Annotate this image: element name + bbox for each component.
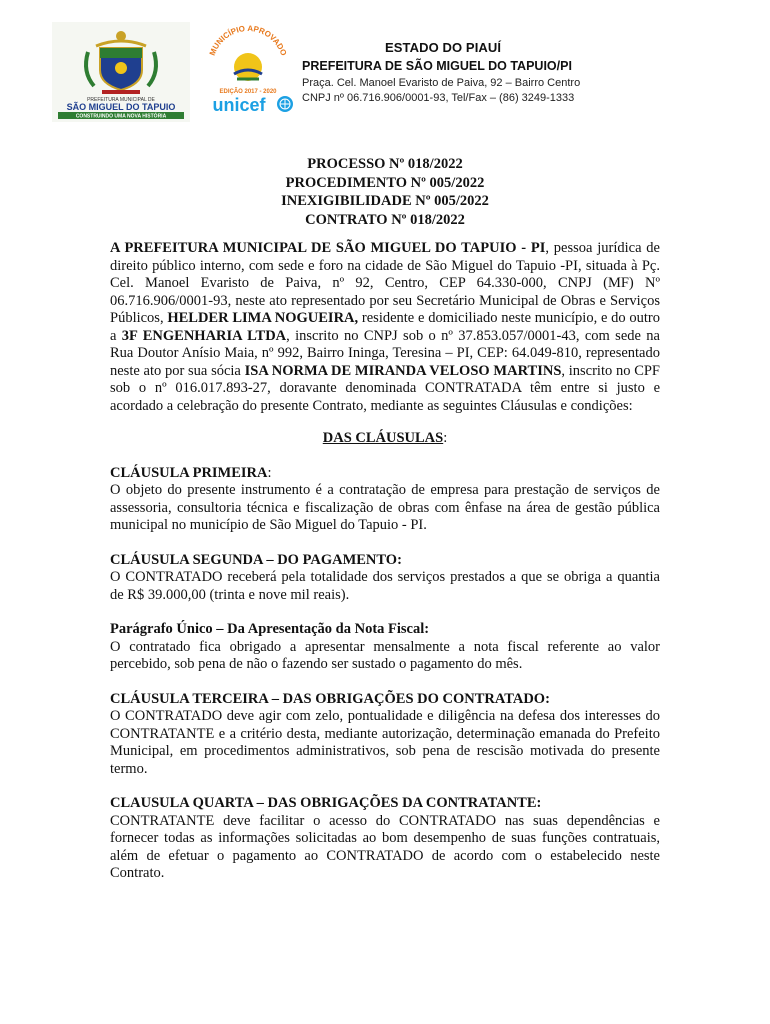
prefeitura-cnpj: CNPJ nº 06.716.906/0001-93, Tel/Fax – (86) 3249-1333 [302,92,575,104]
secretario-name: HELDER LIMA NOGUEIRA, [167,310,359,326]
unicef-globe-icon [277,96,293,112]
clause-4-title: CLAUSULA QUARTA – DAS OBRIGAÇÕES DA CONTRATANTE: [110,795,542,811]
procedimento-number: PROCEDIMENTO Nº 005/2022 [285,174,485,191]
inexigibilidade-number: INEXIGIBILIDADE Nº 005/2022 [281,193,489,209]
clause-1-title: CLÁUSULA PRIMEIRA: [110,464,272,481]
svg-text:PREFEITURA MUNICIPAL DE: PREFEITURA MUNICIPAL DE [87,97,155,103]
clause-2-text: O CONTRATADO receberá pela totalidade dos serviços prestados a que se obriga a quantia de R$ 39.000,00 (trinta e nove mil reais). [110,569,660,603]
paragrafo-unico-title: Parágrafo Único – Da Apresentação da Nota Fiscal: [110,621,430,637]
document-titles [0,155,770,229]
clause-4-text: CONTRATANTE deve facilitar o acesso do CONTRATADO nas suas dependências e fornecer todas as informações solicitadas ao bom desempenho de suas funções contratuais, além de efetuar o pagamento ao CONTRATADO de acordo com o estabelecido neste Contrato. [110,812,660,881]
contrato-number: CONTRATO Nº 018/2022 [305,211,465,228]
processo-number: PROCESSO Nº 018/2022 [307,156,463,172]
svg-text:unicef: unicef [212,95,266,115]
unicef-seal-logo [199,22,297,117]
clause-3-text: O CONTRATADO deve agir com zelo, pontualidade e diligência na defesa dos interesses do CONTRATANTE e a critério desta, mediante autorização, determinação emanada do Prefeito Municipal, em procedimentos administrativos, sob pena de rescisão motivada do presente termo. [110,708,660,777]
contract-body [110,240,660,883]
svg-text:CONSTRUINDO UMA NOVA HISTÓRIA: CONSTRUINDO UMA NOVA HISTÓRIA [75,113,167,120]
clause-3-title: CLÁUSULA TERCEIRA – DAS OBRIGAÇÕES DO CONTRATADO: [110,690,550,707]
state-name: ESTADO DO PIAUÍ [385,40,502,55]
paragrafo-unico-text: O contratado fica obrigado a apresentar mensalmente a nota fiscal referente ao valor percebido, sob pena de não o fazendo ser sustado o pagamento do mês. [110,638,660,672]
svg-text:EDIÇÃO 2017 - 2020: EDIÇÃO 2017 - 2020 [219,89,277,95]
svg-text:MUNICÍPIO APROVADO: MUNICÍPIO APROVADO [207,23,289,57]
svg-text:SÃO MIGUEL DO TAPUIO: SÃO MIGUEL DO TAPUIO [66,102,176,112]
letterhead [302,40,732,107]
clause-2-title: CLÁUSULA SEGUNDA – DO PAGAMENTO: [110,551,402,568]
contratada-name: 3F ENGENHARIA LTDA [121,327,287,344]
socia-name: ISA NORMA DE MIRANDA VELOSO MARTINS [244,362,562,379]
intro-paragraph: A PREFEITURA MUNICIPAL DE SÃO MIGUEL DO TAPUIO - PI, pessoa jurídica de direito público interno, com sede e foro na cidade de São Miguel do Tapuio -PI, situada à Pç. Cel. Manoel Evaristo de Paiva, nº 92, Centro, CEP 64.330-000, CNPJ (MF) Nº 06.716.906/0001-93, neste ato representado por seu Secretário Municipal de Obras e Serviços Públicos, HELDER LIMA NOGUEIRA, residente e domiciliado neste município, e do outro a 3F ENGENHARIA LTDA, inscrito no CNPJ sob o nº 37.853.057/0001-43, com sede na Rua Doutor Anísio Maia, nº 992, Bairro Ininga, Teresina – PI, CEP: 64.049-810, representado neste ato por sua sócia ISA NORMA DE MIRANDA VELOSO MARTINS, inscrito no CPF sob o nº 016.017.893-27, doravante denominada CONTRATADA têm entre si justo e acordado a celebração do presente Contrato, mediante as seguintes Cláusulas e condições: [110,240,660,414]
municipio-logo [52,22,190,122]
section-title: DAS CLÁUSULAS: [322,430,448,446]
sun-seal-icon [234,53,262,81]
contratante-name: A PREFEITURA MUNICIPAL DE SÃO MIGUEL DO TAPUIO - PI [110,240,546,256]
prefeitura-address: Praça. Cel. Manoel Evaristo de Paiva, 92 – Bairro Centro [302,77,581,89]
clause-1-text: O objeto do presente instrumento é a contratação de empresa para prestação de serviços de assessoria, consultoria técnica e fiscalização de obras com ênfase na área de gestão pública municipal no município de São Miguel do Tapuio - PI. [110,482,660,533]
prefeitura-name: PREFEITURA DE SÃO MIGUEL DO TAPUIO/PI [302,59,572,73]
